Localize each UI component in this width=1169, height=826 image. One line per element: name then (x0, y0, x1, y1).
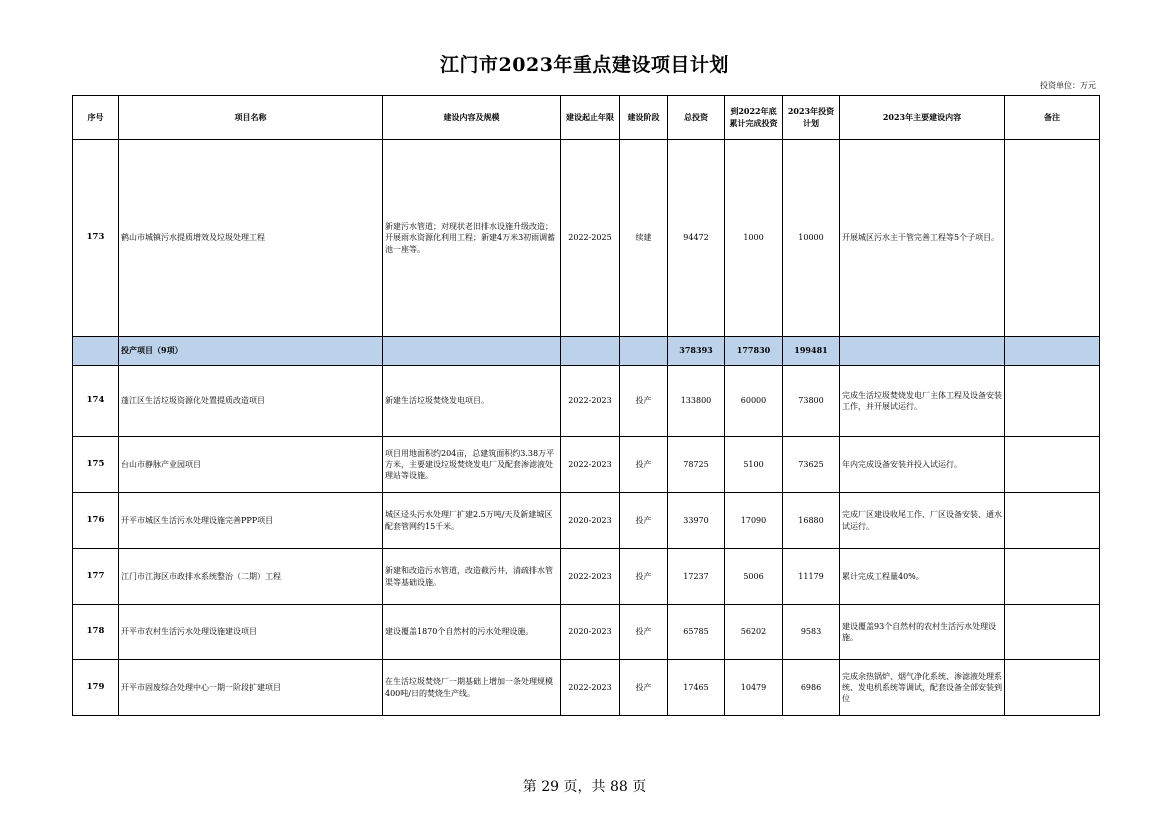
subtotal-plan: 199481 (783, 337, 840, 366)
cell-note (1005, 660, 1100, 716)
cell-plan: 73800 (783, 366, 840, 437)
table-row (73, 493, 1100, 549)
cell-total: 65785 (668, 605, 725, 660)
page-title: 江门市2023年重点建设项目计划 (440, 54, 729, 76)
cell-note (1005, 549, 1100, 605)
table-row (73, 549, 1100, 605)
cell-name: 开平市固废综合处理中心一期一阶段扩建项目 (119, 660, 383, 716)
cell-note (1005, 366, 1100, 437)
cell-years: 2020-2023 (561, 493, 620, 549)
cell-done: 17090 (725, 493, 783, 549)
cell-plan: 16880 (783, 493, 840, 549)
cell-seq: 176 (73, 493, 119, 549)
col-header-years: 建设起止年限 (561, 96, 620, 140)
cell-years: 2022-2025 (561, 140, 620, 337)
cell-stage: 续建 (620, 140, 668, 337)
cell-years (561, 337, 620, 366)
cell-seq: 173 (73, 140, 119, 337)
project-rows (73, 366, 1100, 716)
project-table (72, 95, 1100, 716)
cell-stage: 投产 (620, 549, 668, 605)
cell-plan: 6986 (783, 660, 840, 716)
table-row (73, 660, 1100, 716)
cell-name: 台山市静脉产业园项目 (119, 437, 383, 493)
cell-stage: 投产 (620, 660, 668, 716)
cell-name: 开平市城区生活污水处理设施完善PPP项目 (119, 493, 383, 549)
cell-total: 17465 (668, 660, 725, 716)
cell-stage: 投产 (620, 366, 668, 437)
cell-years: 2022-2023 (561, 549, 620, 605)
cell-total: 94472 (668, 140, 725, 337)
cell-plan: 73625 (783, 437, 840, 493)
table-row (73, 140, 1100, 337)
cell-content: 累计完成工程量40%。 (840, 549, 1005, 605)
col-header-note: 备注 (1005, 96, 1100, 140)
col-header-plan: 2023年投资计划 (783, 96, 840, 140)
cell-name: 江门市江海区市政排水系统整治（二期）工程 (119, 549, 383, 605)
col-header-scope: 建设内容及规模 (383, 96, 561, 140)
cell-done: 5100 (725, 437, 783, 493)
cell-plan: 10000 (783, 140, 840, 337)
cell-scope: 新建污水管道；对现状老旧排水设施升级改造；开展雨水资源化利用工程；新建4万米3初雨调蓄池一座等。 (383, 140, 561, 337)
cell-years: 2020-2023 (561, 605, 620, 660)
cell-scope: 建设覆盖1870个自然村的污水处理设施。 (383, 605, 561, 660)
cell-note (1005, 337, 1100, 366)
cell-content: 完成余热锅炉、烟气净化系统、渗滤液处理系统、发电机系统等调试，配套设备全部安装到位 (840, 660, 1005, 716)
cell-name: 鹤山市城镇污水提质增效及垃圾处理工程 (119, 140, 383, 337)
col-header-seq: 序号 (73, 96, 119, 140)
cell-content: 年内完成设备安装并投入试运行。 (840, 437, 1005, 493)
cell-total: 133800 (668, 366, 725, 437)
cell-stage: 投产 (620, 605, 668, 660)
cell-content: 完成厂区建设收尾工作、厂区设备安装、通水试运行。 (840, 493, 1005, 549)
cell-seq: 179 (73, 660, 119, 716)
cell-total: 78725 (668, 437, 725, 493)
subtotal-label: 投产项目（9项） (119, 337, 383, 366)
cell-note (1005, 140, 1100, 337)
cell-years: 2022-2023 (561, 660, 620, 716)
investment-unit: 投资单位：万元 (1040, 81, 1096, 90)
cell-seq: 175 (73, 437, 119, 493)
cell-done: 5006 (725, 549, 783, 605)
cell-name: 蓬江区生活垃圾资源化处置提质改造项目 (119, 366, 383, 437)
col-header-name: 项目名称 (119, 96, 383, 140)
cell-scope: 新建生活垃圾焚烧发电项目。 (383, 366, 561, 437)
col-header-content: 2023年主要建设内容 (840, 96, 1005, 140)
cell-years: 2022-2023 (561, 366, 620, 437)
cell-done: 56202 (725, 605, 783, 660)
table-row (73, 605, 1100, 660)
cell-scope: 城区迳头污水处理厂扩建2.5万吨/天及新建城区配套管网约15千米。 (383, 493, 561, 549)
cell-seq (73, 337, 119, 366)
cell-total: 33970 (668, 493, 725, 549)
cell-plan: 9583 (783, 605, 840, 660)
cell-scope: 在生活垃圾焚烧厂一期基础上增加一条处理规模400吨/日的焚烧生产线。 (383, 660, 561, 716)
cell-done: 60000 (725, 366, 783, 437)
col-header-stage: 建设阶段 (620, 96, 668, 140)
table-row (73, 366, 1100, 437)
cell-content: 开展城区污水主干管完善工程等5个子项目。 (840, 140, 1005, 337)
subtotal-row (73, 337, 1100, 366)
cell-scope: 新建和改造污水管道，改造截污井，清疏排水管渠等基础设施。 (383, 549, 561, 605)
cell-stage (620, 337, 668, 366)
cell-total: 17237 (668, 549, 725, 605)
cell-content (840, 337, 1005, 366)
cell-seq: 178 (73, 605, 119, 660)
cell-content: 建设覆盖93个自然村的农村生活污水处理设施。 (840, 605, 1005, 660)
subtotal-done: 177830 (725, 337, 783, 366)
cell-years: 2022-2023 (561, 437, 620, 493)
cell-stage: 投产 (620, 493, 668, 549)
cell-done: 1000 (725, 140, 783, 337)
cell-done: 10479 (725, 660, 783, 716)
cell-seq: 177 (73, 549, 119, 605)
cell-scope: 项目用地面积约204亩，总建筑面积约3.38万平方米，主要建设垃圾焚烧发电厂及配套渗滤液处理站等设施。 (383, 437, 561, 493)
cell-seq: 174 (73, 366, 119, 437)
cell-scope (383, 337, 561, 366)
col-header-done: 到2022年底累计完成投资 (725, 96, 783, 140)
page-footer: 第 29 页，共 88 页 (522, 779, 647, 795)
table-row (73, 437, 1100, 493)
cell-note (1005, 493, 1100, 549)
cell-plan: 11179 (783, 549, 840, 605)
header-row (73, 96, 1100, 140)
subtotal-total: 378393 (668, 337, 725, 366)
col-header-total: 总投资 (668, 96, 725, 140)
cell-name: 开平市农村生活污水处理设施建设项目 (119, 605, 383, 660)
cell-note (1005, 437, 1100, 493)
cell-content: 完成生活垃圾焚烧发电厂主体工程及设备安装工作，并开展试运行。 (840, 366, 1005, 437)
cell-stage: 投产 (620, 437, 668, 493)
cell-note (1005, 605, 1100, 660)
